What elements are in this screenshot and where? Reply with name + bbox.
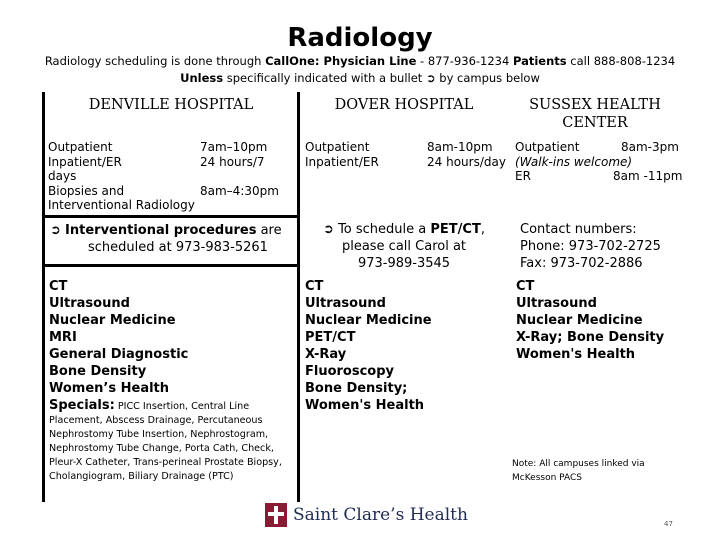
list-item: X-Ray; Bone Density	[516, 330, 665, 345]
arrow-bullet-icon: ➲	[425, 71, 436, 85]
table-divider-2	[42, 264, 297, 267]
list-item: Bone Density	[49, 364, 147, 379]
list-item: CT	[305, 279, 324, 294]
campus-table	[42, 92, 686, 502]
denville-services	[49, 278, 293, 397]
list-item: Women's Health	[305, 398, 425, 413]
dover-header: DOVER HOSPITAL	[334, 97, 474, 113]
bullet-note-line: Unless specifically indicated with a bullet ➲ by campus below	[180, 71, 540, 85]
arrow-bullet-icon: ➲	[323, 222, 334, 237]
dover-petct-note: ➲ To schedule a PET/CT, please call Carol at 973-989-3545	[323, 222, 485, 271]
list-item: Nuclear Medicine	[49, 313, 176, 328]
denville-header: DENVILLE HOSPITAL	[88, 97, 254, 113]
arrow-bullet-icon: ➲	[50, 223, 61, 238]
logo-text: Saint Clare’s Health	[293, 505, 468, 525]
dover-services	[305, 278, 503, 414]
callone-label: CallOne: Physician Line	[265, 54, 417, 68]
dover-hours: Outpatient 8am-10pm Inpatient/ER 24 hours/day	[305, 140, 506, 169]
pacs-note: Note: All campuses linked via McKesson PACS	[512, 459, 645, 483]
page-number: 47	[664, 520, 673, 528]
patients-label: Patients	[512, 54, 567, 68]
table-border-middle	[297, 92, 300, 502]
table-divider-1	[42, 215, 297, 218]
list-item: Ultrasound	[305, 296, 386, 311]
sussex-contacts: Contact numbers: Phone: 973-702-2725 Fax: 973-702-2886	[520, 222, 661, 271]
sussex-services	[516, 278, 682, 363]
saint-clares-logo	[265, 503, 468, 527]
list-item: CT	[516, 279, 535, 294]
cross-logo-icon	[265, 503, 287, 527]
list-item: MRI	[49, 330, 77, 345]
list-item: Bone Density;	[305, 381, 408, 396]
sussex-header: SUSSEX HEALTH CENTER	[529, 97, 661, 131]
denville-hours: Outpatient 7am–10pm Inpatient/ER 24 hours/7 days Biopsies and 8am–4:30pm Interventional Radiology	[48, 140, 279, 212]
list-item: Fluoroscopy	[305, 364, 395, 379]
scheduling-line: Radiology scheduling is done through CallOne: Physician Line - 877-936-1234 Patients call 888-808-1234	[44, 54, 676, 68]
table-border-left	[42, 92, 45, 502]
list-item: Women’s Health	[49, 381, 170, 396]
sussex-hours: Outpatient 8am-3pm (Walk-ins welcome) ER 8am -11pm	[515, 140, 683, 183]
list-item: Nuclear Medicine	[305, 313, 432, 328]
list-item: Nuclear Medicine	[516, 313, 643, 328]
page-title: Radiology	[287, 23, 433, 53]
denville-ir-note: ➲ Interventional procedures are scheduled at 973-983-5261	[50, 223, 282, 255]
list-item: X-Ray	[305, 347, 347, 362]
list-item: Ultrasound	[516, 296, 597, 311]
list-item: Women's Health	[516, 347, 636, 362]
list-item: Ultrasound	[49, 296, 130, 311]
list-item: PET/CT	[305, 330, 356, 345]
specials-label: Specials:	[49, 398, 115, 413]
list-item: CT	[49, 279, 68, 294]
denville-specials: Specials: PICC Insertion, Central Line Placement, Abscess Drainage, Percutaneous Nephrostomy Tube Insertion, Nephrostogram, Nephrostomy Tube Change, Porta Cath, Check, Pleur-X Catheter, Trans-perineal Prostate Biopsy, Cholangiogram, Biliary Drainage (PTC)	[49, 398, 282, 482]
list-item: General Diagnostic	[49, 347, 189, 362]
